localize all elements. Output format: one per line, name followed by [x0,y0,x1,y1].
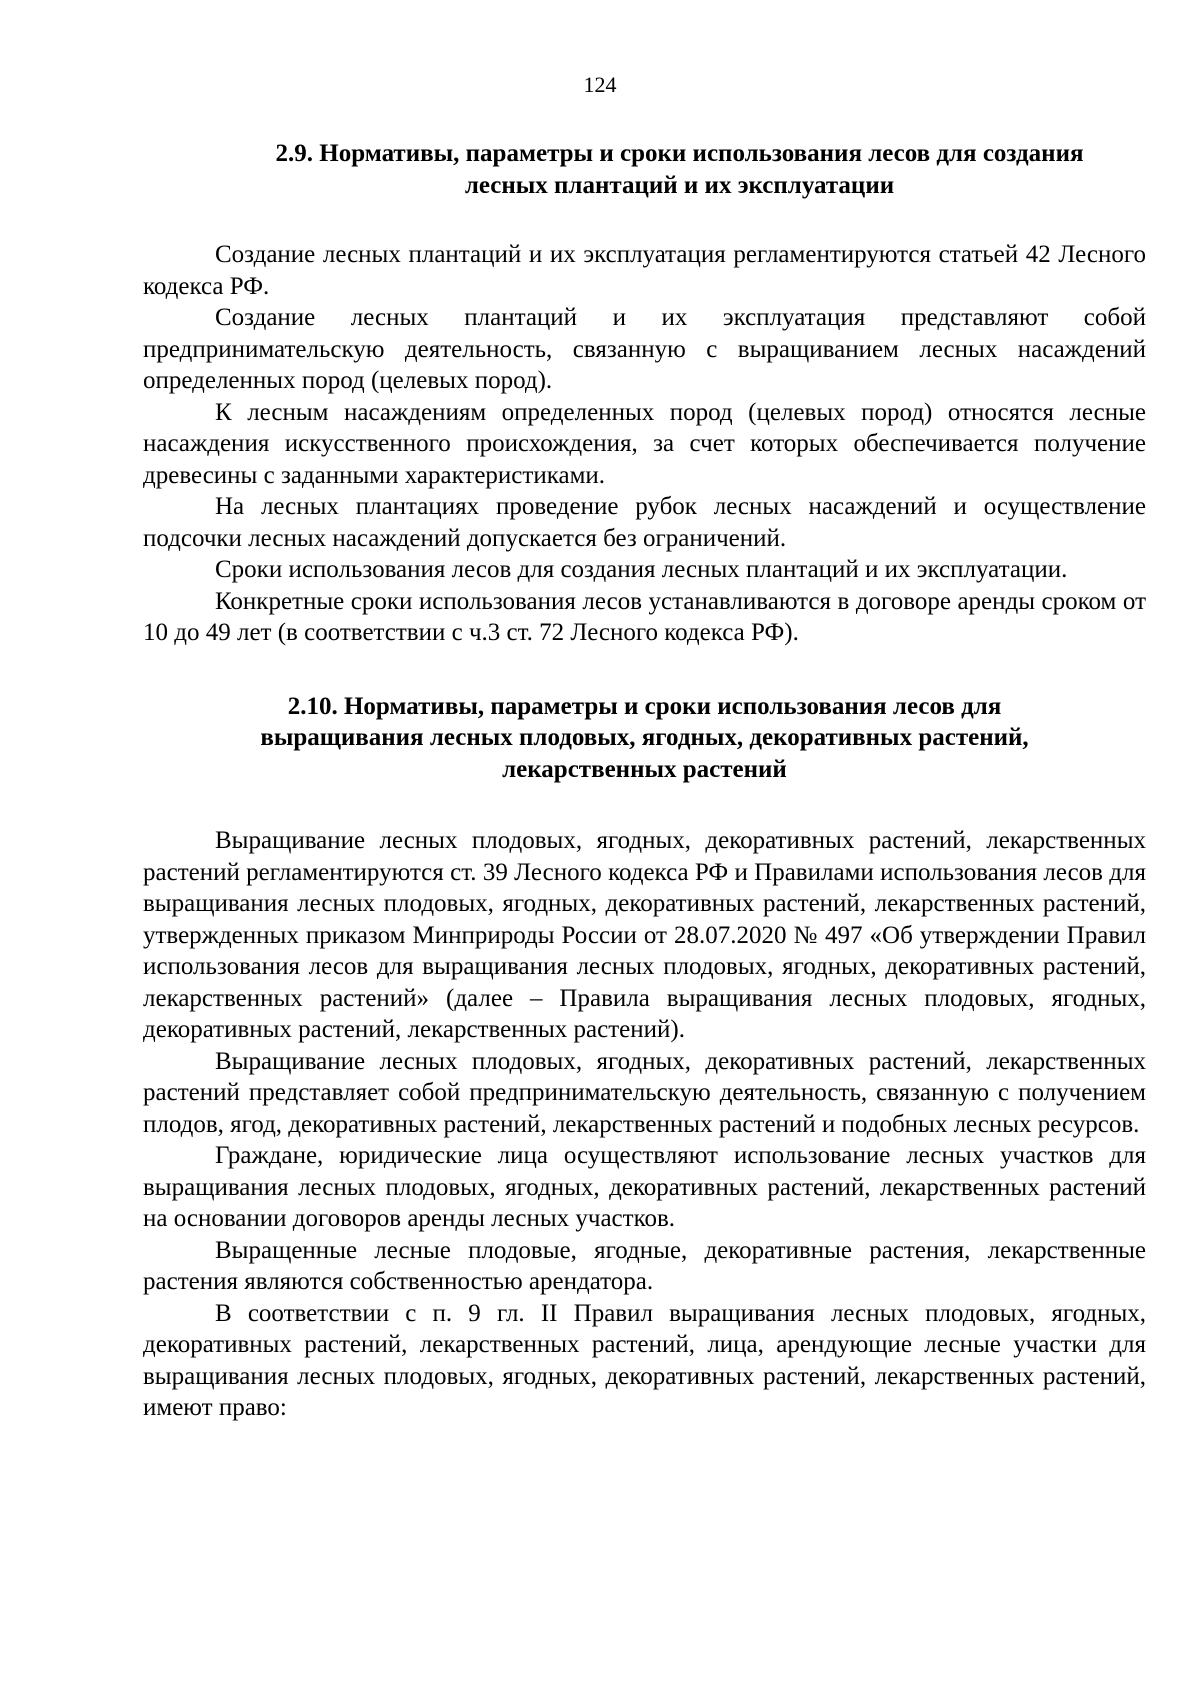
paragraph: На лесных плантациях проведение рубок лесных насаждений и осуществление подсочки лесных насаждений допускается без ограничений. [143,493,1146,552]
heading-line: лесных плантаций и их эксплуатации [464,171,895,199]
paragraph: Создание лесных плантаций и их эксплуатация регламентируются статьей 42 Лесного кодекса РФ. [143,241,1146,300]
paragraph: Выращенные лесные плодовые, ягодные, декоративные растения, лекарственные растения являются собственностью арендатора. [143,1236,1146,1295]
paragraph: Создание лесных плантаций и их эксплуатация представляют собой предпринимательскую деятельность, связанную с выращиванием лесных насаждений определенных пород (целевых пород). [143,304,1146,394]
paragraph: Граждане, юридические лица осуществляют использование лесных участков для выращивания лесных плодовых, ягодных, декоративных растений, лекарственных растений на основании договоров аренды лесных участков. [143,1142,1146,1232]
section-2-9 [143,138,1146,649]
paragraph: Выращивание лесных плодовых, ягодных, декоративных растений, лекарственных растений регламентируются ст. 39 Лесного кодекса РФ и Правилами использования лесов для выращивания лесных плодовых, ягодных, декоративных растений, лекарственных растений, утвержденных приказом Минприроды России от 28.07.2020 № 497 «Об утверждении Правил использования лесов для выращивания лесных плодовых, ягодных, декоративных растений, лекарственных растений» (далее – Правила выращивания лесных плодовых, ягодных, декоративных растений, лекарственных растений). [143,827,1146,1043]
section-2-10 [143,691,1146,1424]
section-heading [143,691,1146,786]
page-number: 124 [583,72,617,97]
heading-line: выращивания лесных плодовых, ягодных, декоративных растений, [260,724,1029,751]
paragraph: Конкретные сроки использования лесов устанавливаются в договоре аренды сроком от 10 до 49 лет (в соответствии с ч.3 ст. 72 Лесного кодекса РФ). [143,587,1146,646]
heading-line: лекарственных растений [502,755,787,783]
paragraph: Выращивание лесных плодовых, ягодных, декоративных растений, лекарственных растений представляет собой предпринимательскую деятельность, связанную с получением плодов, ягод, декоративных растений, лекарственных растений и подобных лесных ресурсов. [143,1047,1146,1138]
section-heading [143,138,1146,201]
heading-line: 2.9. Нормативы, параметры и сроки использования лесов для создания [275,140,1084,167]
paragraph: К лесным насаждениям определенных пород (целевых пород) относятся лесные насаждения искусственного происхождения, за счет которых обеспечивается получение древесины с заданными характеристиками. [143,398,1146,489]
paragraph: В соответствии с п. 9 гл. II Правил выращивания лесных плодовых, ягодных, декоративных растений, лекарственных растений, лица, арендующие лесные участки для выращивания лесных плодовых, ягодных, декоративных растений, лекарственных растений, имеют право: [143,1299,1146,1421]
heading-line: 2.10. Нормативы, параметры и сроки использования лесов для [287,692,1002,720]
paragraph: Сроки использования лесов для создания лесных плантаций и их эксплуатации. [215,556,1068,583]
page-content [143,138,1146,1424]
